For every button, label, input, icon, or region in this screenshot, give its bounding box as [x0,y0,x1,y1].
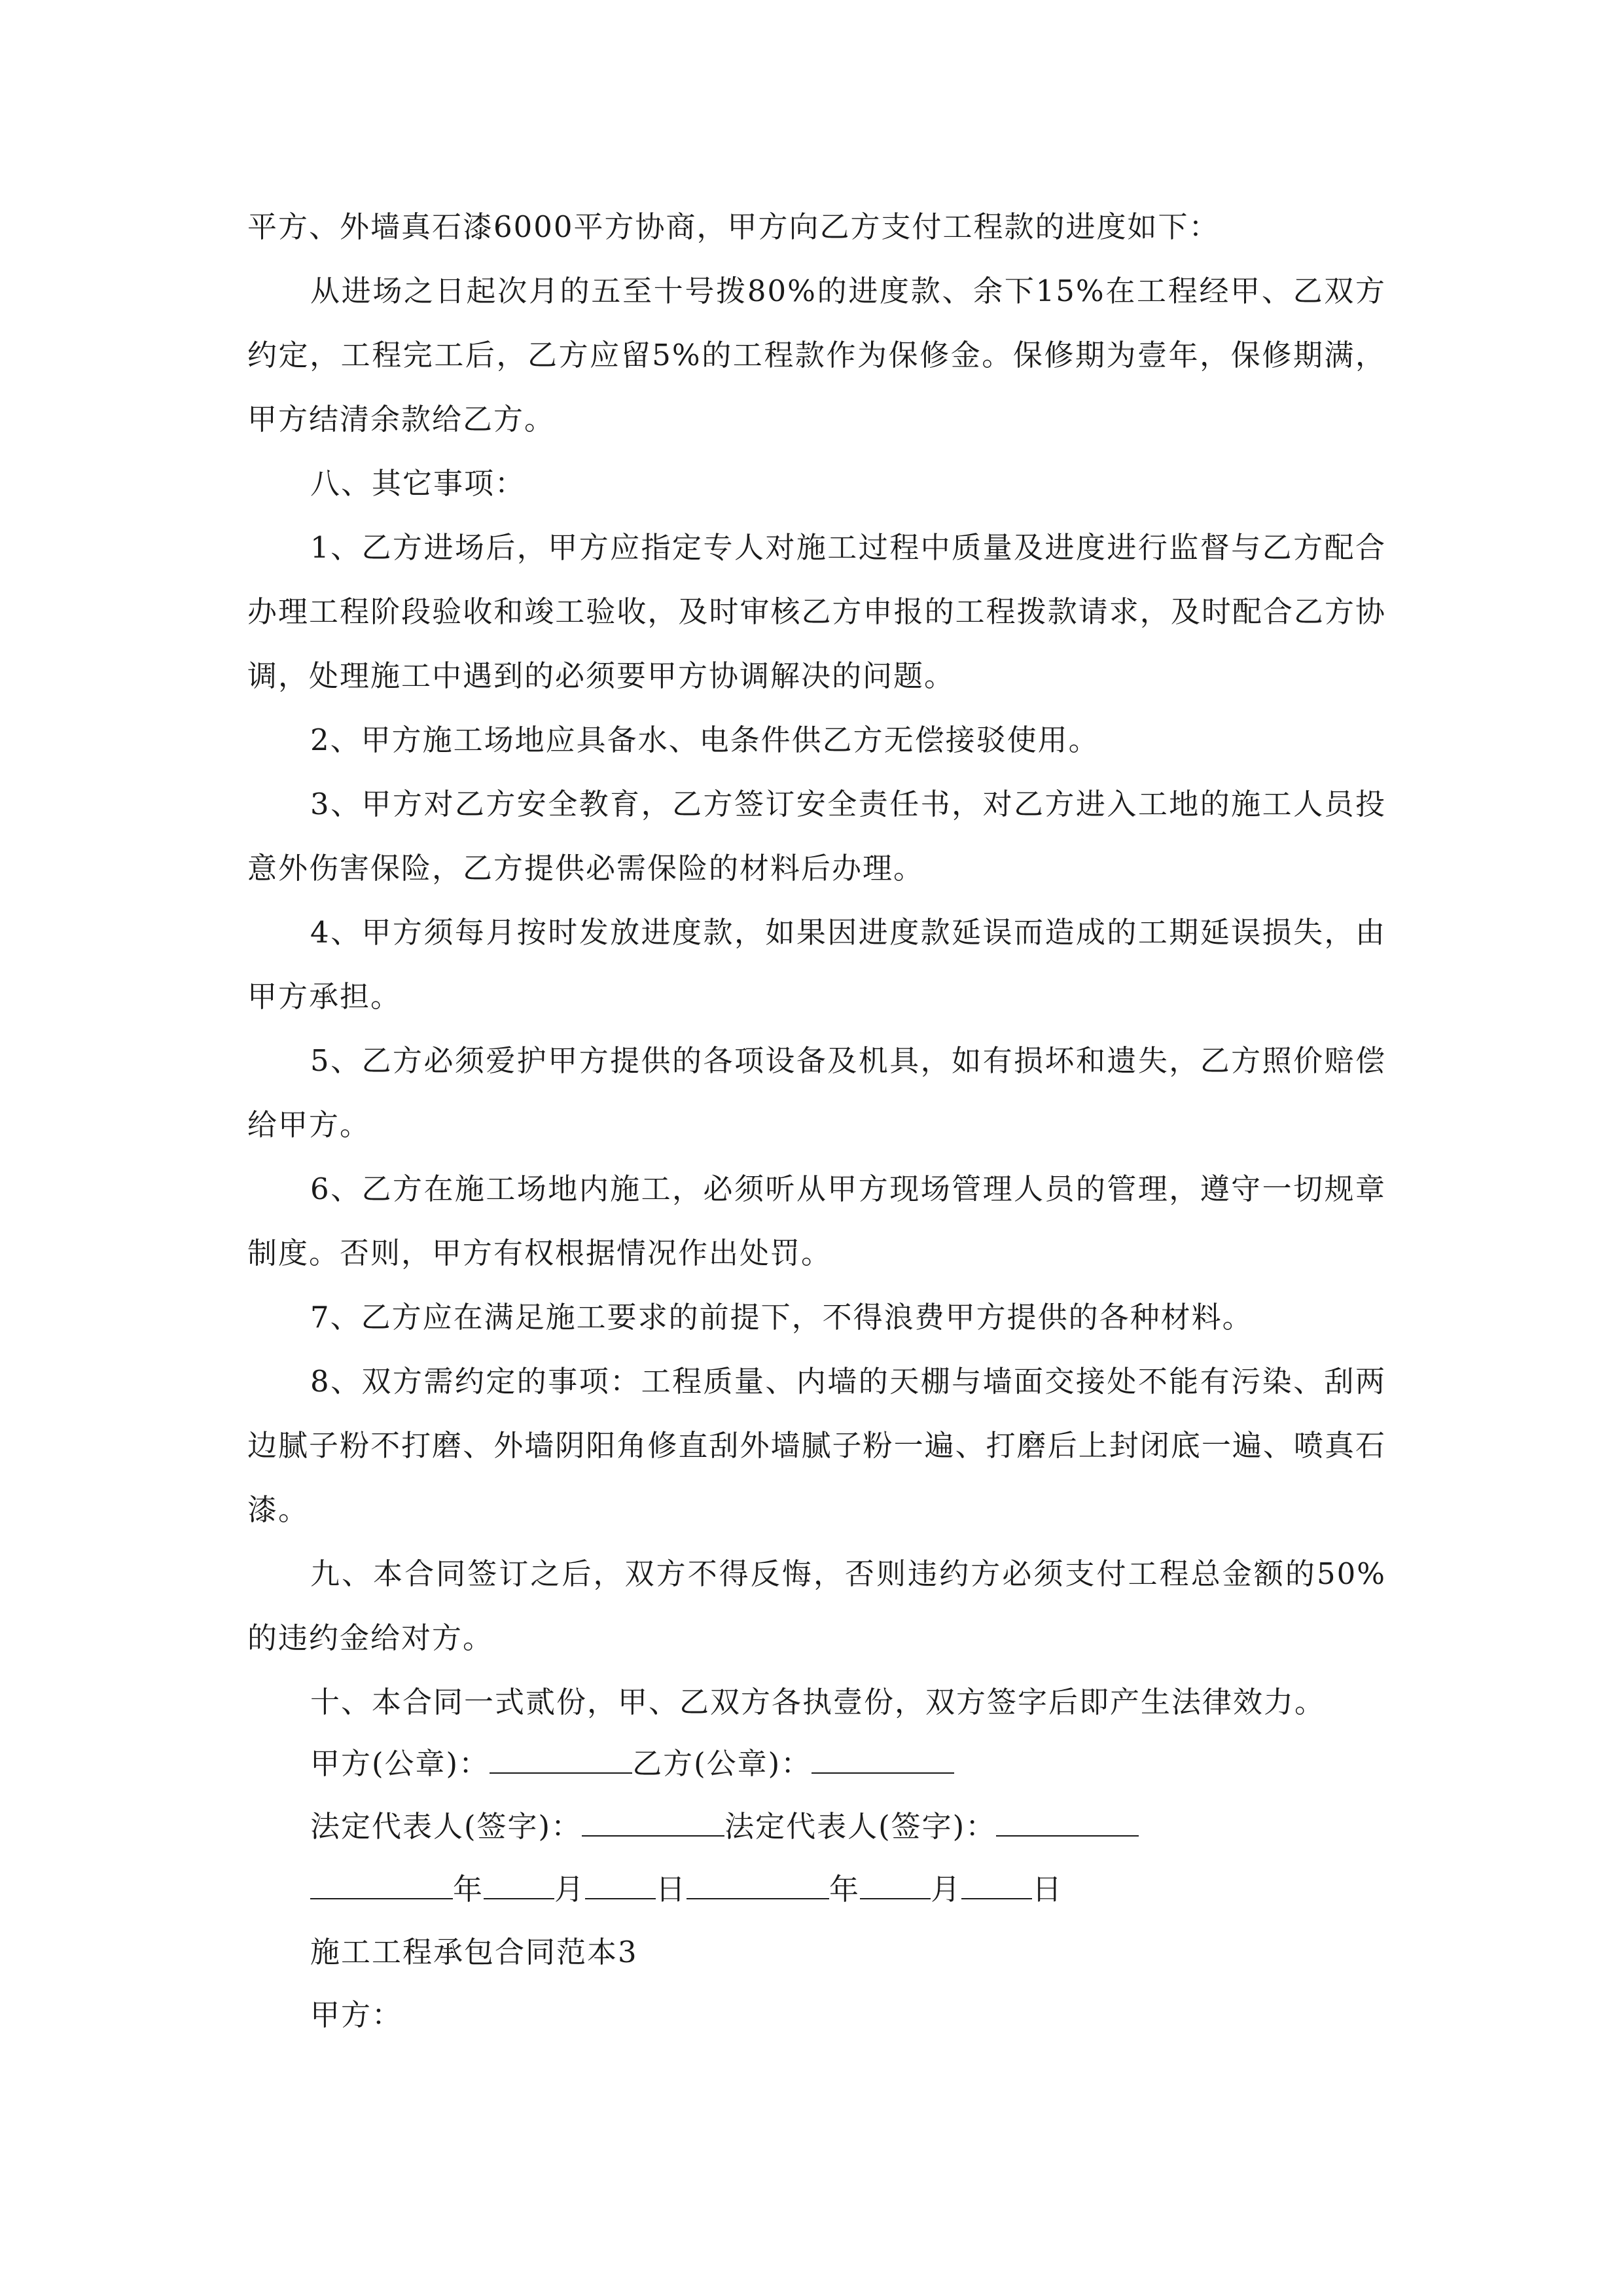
clause-8: 8、双方需约定的事项：工程质量、内墙的天棚与墙面交接处不能有污染、刮两边腻子粉不打磨、外墙阴阳角修直刮外墙腻子粉一遍、打磨后上封闭底一遍、喷真石漆。 [247,1364,1386,1527]
section-ten: 十、本合同一式贰份，甲、乙双方各执壹份，双方签字后即产生法律效力。 [310,1685,1326,1719]
seal-line [310,1732,954,1796]
clause-2: 2、甲方施工场地应具备水、电条件供乙方无偿接驳使用。 [310,723,1099,757]
date-b-day-label: 日 [1032,1872,1063,1907]
clause-3: 3、甲方对乙方安全教育，乙方签订安全责任书，对乙方进入工地的施工人员投意外伤害保险，乙方提供必需保险的材料后办理。 [247,787,1386,886]
date-a-day-label: 日 [656,1872,687,1907]
rep-b-label: 法定代表人(签字)： [724,1809,997,1844]
clause-5: 5、乙方必须爱护甲方提供的各项设备及机具，如有损坏和遗失，乙方照价赔偿给甲方。 [247,1043,1386,1142]
clause-1: 1、乙方进场后，甲方应指定专人对施工过程中质量及进度进行监督与乙方配合办理工程阶段验收和竣工验收，及时审核乙方申报的工程拨款请求，及时配合乙方协调，处理施工中遇到的必须要甲方协调解决的问题。 [247,530,1386,693]
date-a-month-blank [484,1872,554,1899]
next-party-a-label: 甲方： [310,1998,403,2032]
rep-b-blank [996,1809,1139,1837]
party-a-seal-blank [490,1746,632,1774]
paragraph-payment-intro: 平方、外墙真石漆6000平方协商，甲方向乙方支付工程款的进度如下： [247,209,1220,244]
party-b-seal-blank [812,1746,954,1774]
date-a-year-blank [310,1872,453,1899]
rep-a-label: 法定代表人(签字)： [310,1809,582,1844]
date-b-year-blank [687,1872,829,1899]
party-b-seal-label: 乙方(公章)： [632,1746,812,1781]
clause-6: 6、乙方在施工场地内施工，必须听从甲方现场管理人员的管理，遵守一切规章制度。否则，甲方有权根据情况作出处罚。 [247,1172,1386,1270]
rep-a-blank [582,1809,724,1837]
paragraph-payment-schedule: 从进场之日起次月的五至十号拨80%的进度款、余下15%在工程经甲、乙双方约定，工程完工后，乙方应留5%的工程款作为保修金。保修期为壹年，保修期满，甲方结清余款给乙方。 [247,274,1386,437]
section-heading-other-matters: 八、其它事项： [310,466,526,501]
date-line [310,1857,1063,1922]
date-a-day-blank [585,1872,656,1899]
date-a-month-label: 月 [554,1872,586,1907]
date-b-year-label: 年 [829,1872,861,1907]
representative-line [310,1795,1139,1859]
clause-4: 4、甲方须每月按时发放进度款，如果因进度款延误而造成的工期延误损失，由甲方承担。 [247,915,1386,1014]
party-a-seal-label: 甲方(公章)： [310,1746,490,1781]
date-b-month-label: 月 [931,1872,962,1907]
clause-7: 7、乙方应在满足施工要求的前提下，不得浪费甲方提供的各种材料。 [310,1300,1253,1335]
section-nine: 九、本合同签订之后，双方不得反悔，否则违约方必须支付工程总金额的50%的违约金给对方。 [247,1556,1386,1655]
date-b-month-blank [860,1872,931,1899]
next-contract-title: 施工工程承包合同范本3 [310,1935,638,1969]
date-a-year-label: 年 [453,1872,484,1907]
date-b-day-blank [961,1872,1032,1899]
